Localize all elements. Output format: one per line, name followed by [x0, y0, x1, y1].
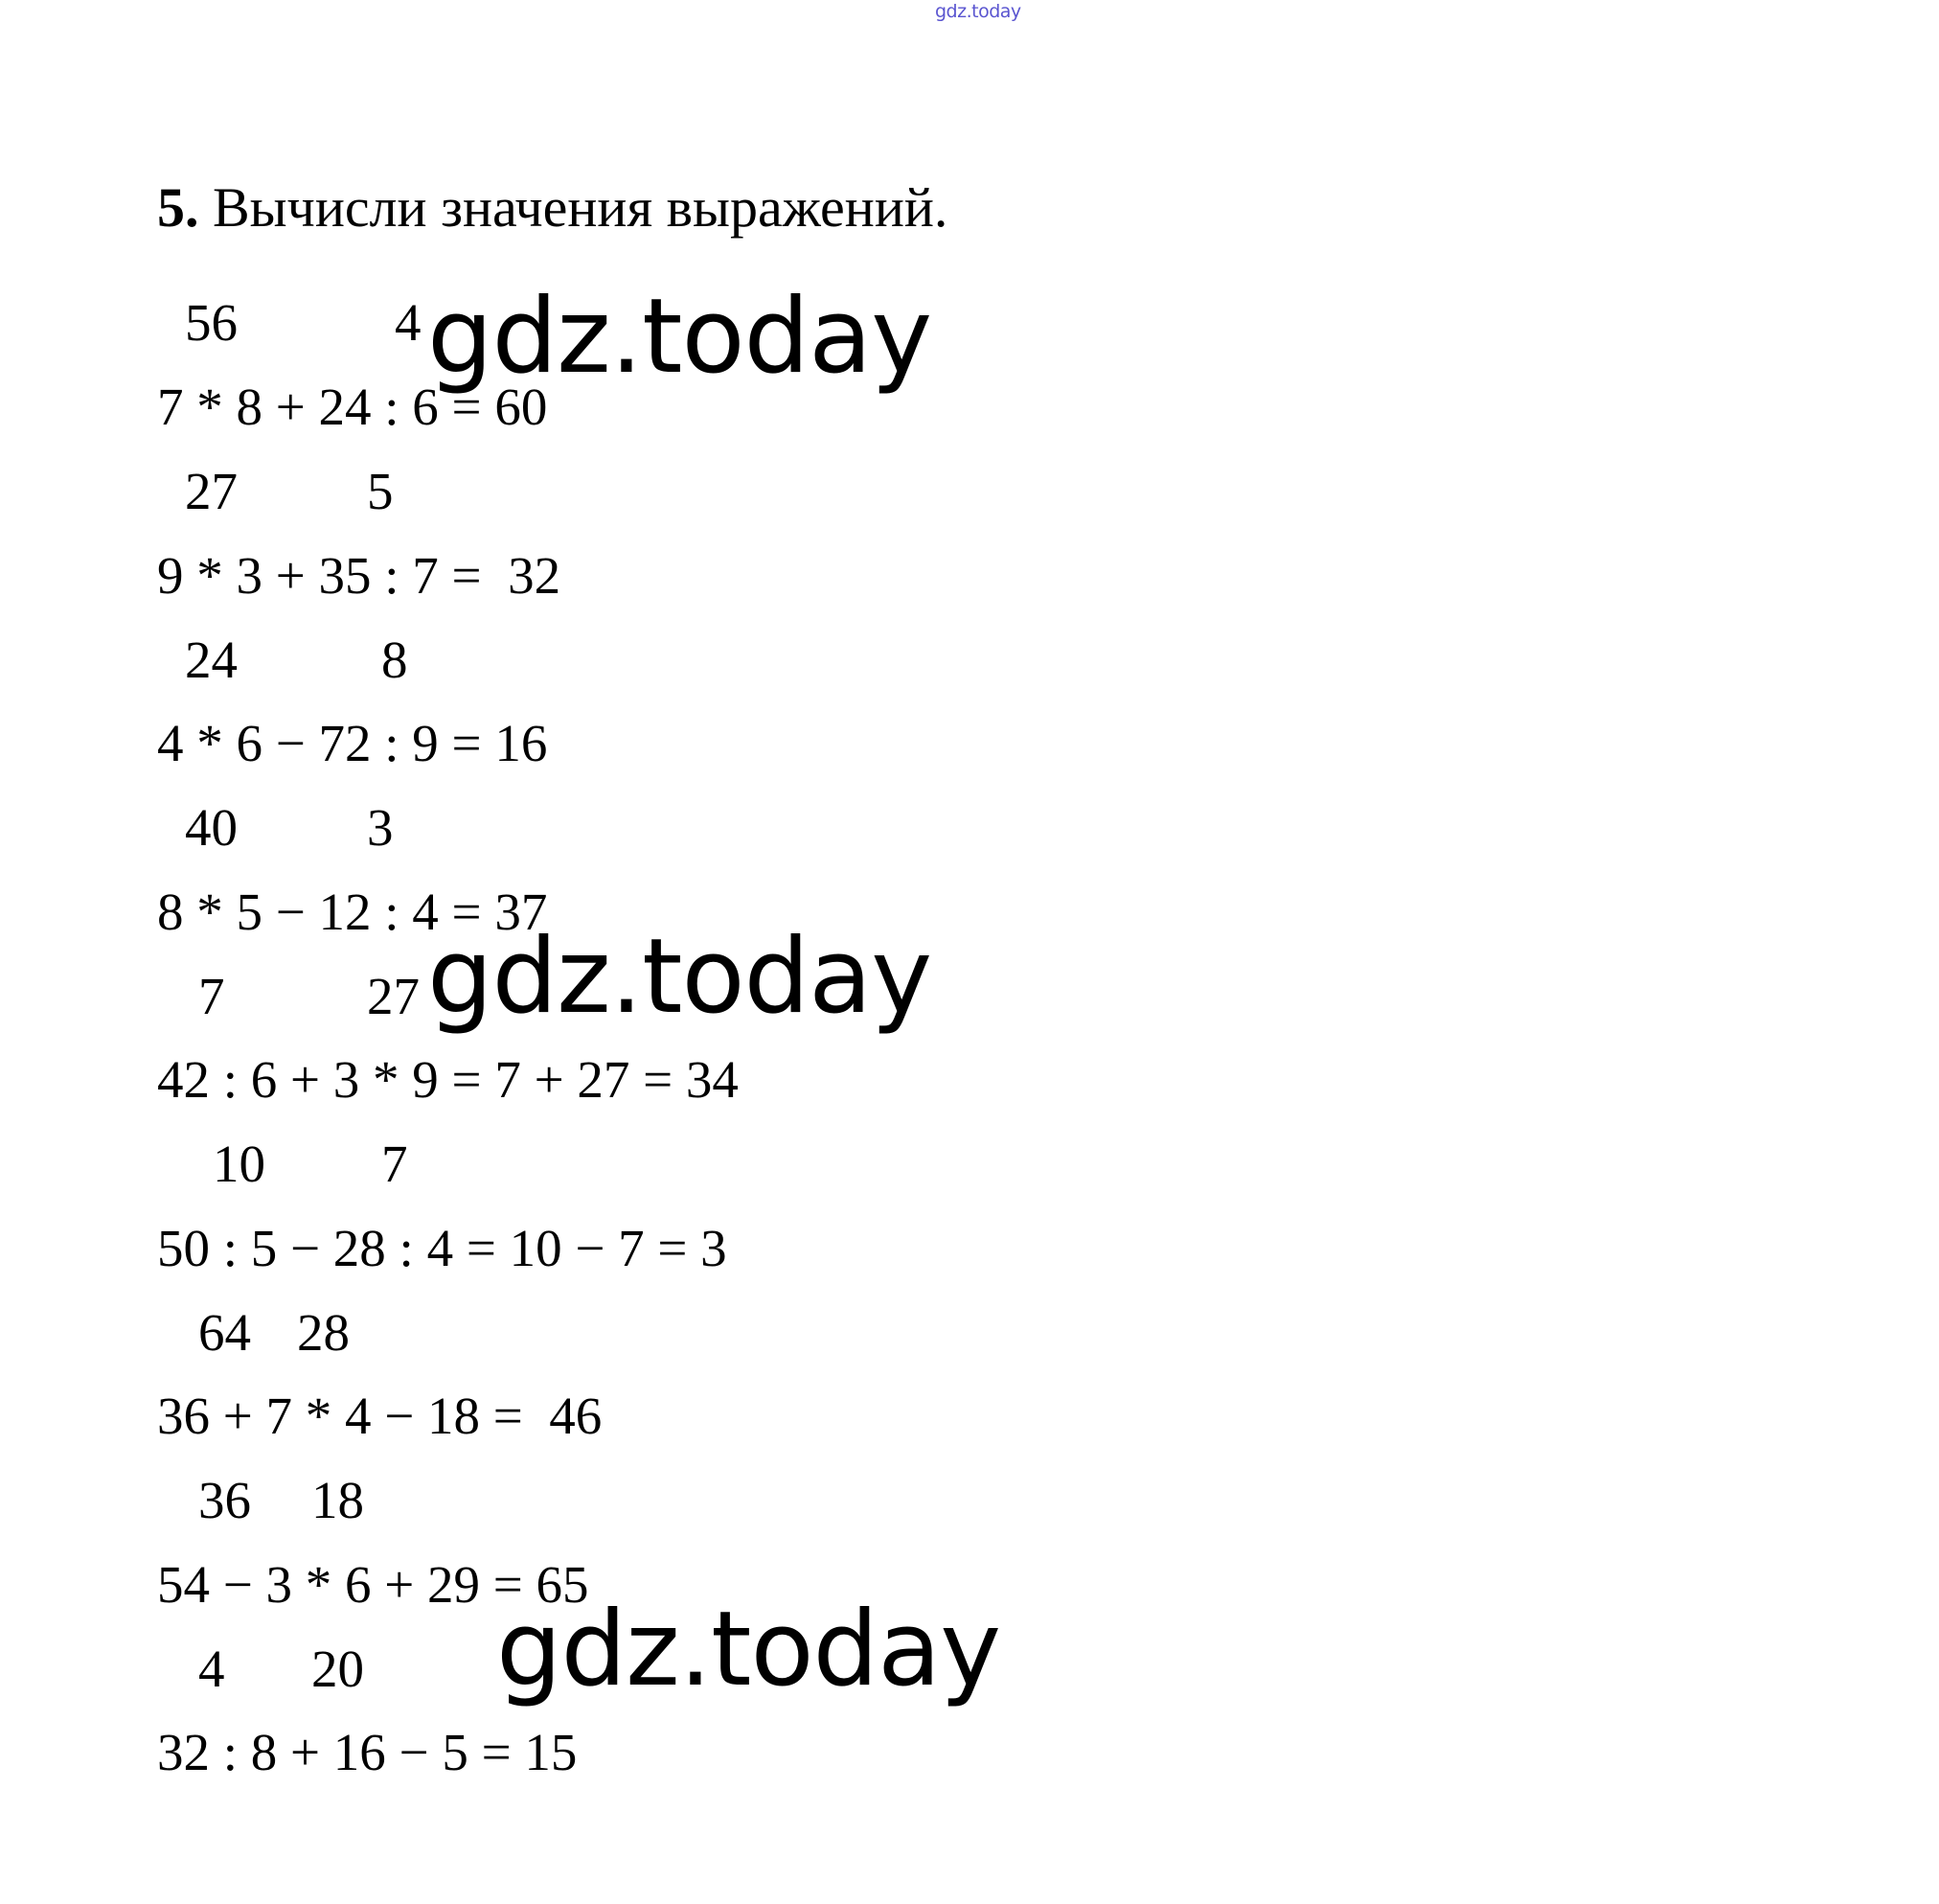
task-text: Вычисли значения выражений. [213, 176, 948, 239]
expression-line: 36 + 7 * 4 − 18 = 46 [157, 1387, 603, 1445]
intermediate-value: 27 [185, 462, 238, 520]
intermediate-value: 7 [381, 1135, 408, 1193]
task-number: 5. [157, 176, 199, 239]
intermediate-value: 28 [297, 1303, 350, 1362]
expression-line: 4 * 6 − 72 : 9 = 16 [157, 714, 548, 772]
intermediate-value: 64 [198, 1303, 251, 1362]
expression-line: 54 − 3 * 6 + 29 = 65 [157, 1555, 589, 1614]
intermediate-value: 24 [185, 631, 238, 689]
expression-line: 42 : 6 + 3 * 9 = 7 + 27 = 34 [157, 1050, 739, 1109]
intermediate-value: 8 [381, 631, 408, 689]
intermediate-value: 36 [198, 1471, 251, 1529]
intermediate-value: 56 [185, 293, 238, 352]
intermediate-value: 10 [213, 1135, 265, 1193]
intermediate-value: 18 [311, 1471, 364, 1529]
expression-line: 8 * 5 − 12 : 4 = 37 [157, 883, 548, 941]
expression-line: 32 : 8 + 16 − 5 = 15 [157, 1723, 578, 1781]
expression-line: 9 * 3 + 35 : 7 = 32 [157, 546, 561, 605]
intermediate-value: 3 [367, 798, 394, 857]
intermediate-value: 27 [367, 967, 420, 1025]
task-heading [157, 176, 947, 240]
intermediate-value: 4 [395, 293, 422, 352]
expression-line: 7 * 8 + 24 : 6 = 60 [157, 378, 548, 436]
intermediate-value: 40 [185, 798, 238, 857]
expression-line: 50 : 5 − 28 : 4 = 10 − 7 = 3 [157, 1219, 727, 1277]
watermark: gdz.today [496, 1590, 1001, 1709]
top-watermark: gdz.today [935, 1, 1021, 22]
intermediate-value: 7 [198, 967, 225, 1025]
intermediate-value: 4 [198, 1640, 225, 1698]
watermark: gdz.today [427, 277, 932, 397]
intermediate-value: 20 [311, 1640, 364, 1698]
watermark: gdz.today [427, 917, 932, 1037]
intermediate-value: 5 [367, 462, 394, 520]
